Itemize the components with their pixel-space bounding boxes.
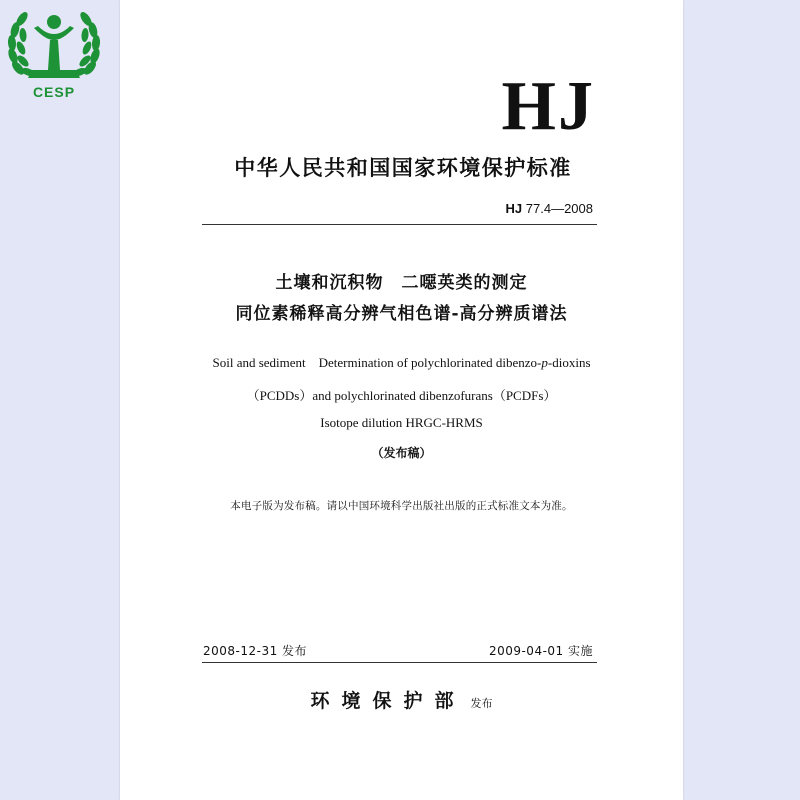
effective-date: 2009-04-01 实施 xyxy=(488,644,593,658)
top-rule xyxy=(202,224,597,225)
title-en-line-1 xyxy=(120,352,683,371)
standard-number-prefix: HJ xyxy=(505,201,523,216)
laurel-emblem-icon xyxy=(4,6,104,86)
cesp-logo xyxy=(4,6,104,106)
publisher-name: 环境保护部 xyxy=(310,690,466,712)
title-en-line-1-p: p xyxy=(541,355,548,370)
standard-number xyxy=(506,201,593,216)
issue-date: 2008-12-31 发布 xyxy=(203,644,308,658)
title-en-line-2: （PCDDs）and polychlorinated dibenzofurans（PCDFs） xyxy=(246,388,557,403)
hj-mark: HJ xyxy=(501,68,595,145)
draft-label: （发布稿） xyxy=(371,446,432,460)
title-cn-line-1: 土壤和沉积物 二噁英类的测定 xyxy=(275,273,528,293)
title-cn-line-2: 同位素稀释高分辨气相色谱-高分辨质谱法 xyxy=(235,304,568,324)
title-en-line-3: Isotope dilution HRGC-HRMS xyxy=(320,415,483,430)
standard-number-value: 77.4—2008 xyxy=(525,201,593,216)
standard-cover-page xyxy=(120,0,683,800)
title-en-line-1-b: -dioxins xyxy=(547,355,591,370)
bottom-rule xyxy=(202,662,597,663)
title-en-line-1-a: Soil and sediment Determination of polychlorinated dibenzo- xyxy=(212,355,542,370)
standard-name: 中华人民共和国国家环境保护标准 xyxy=(234,156,572,180)
publisher-line xyxy=(120,686,683,713)
logo-text: CESP xyxy=(32,84,76,100)
edition-note: 本电子版为发布稿。请以中国环境科学出版社出版的正式标准文本为准。 xyxy=(230,500,573,512)
publisher-suffix: 发布 xyxy=(470,697,493,710)
